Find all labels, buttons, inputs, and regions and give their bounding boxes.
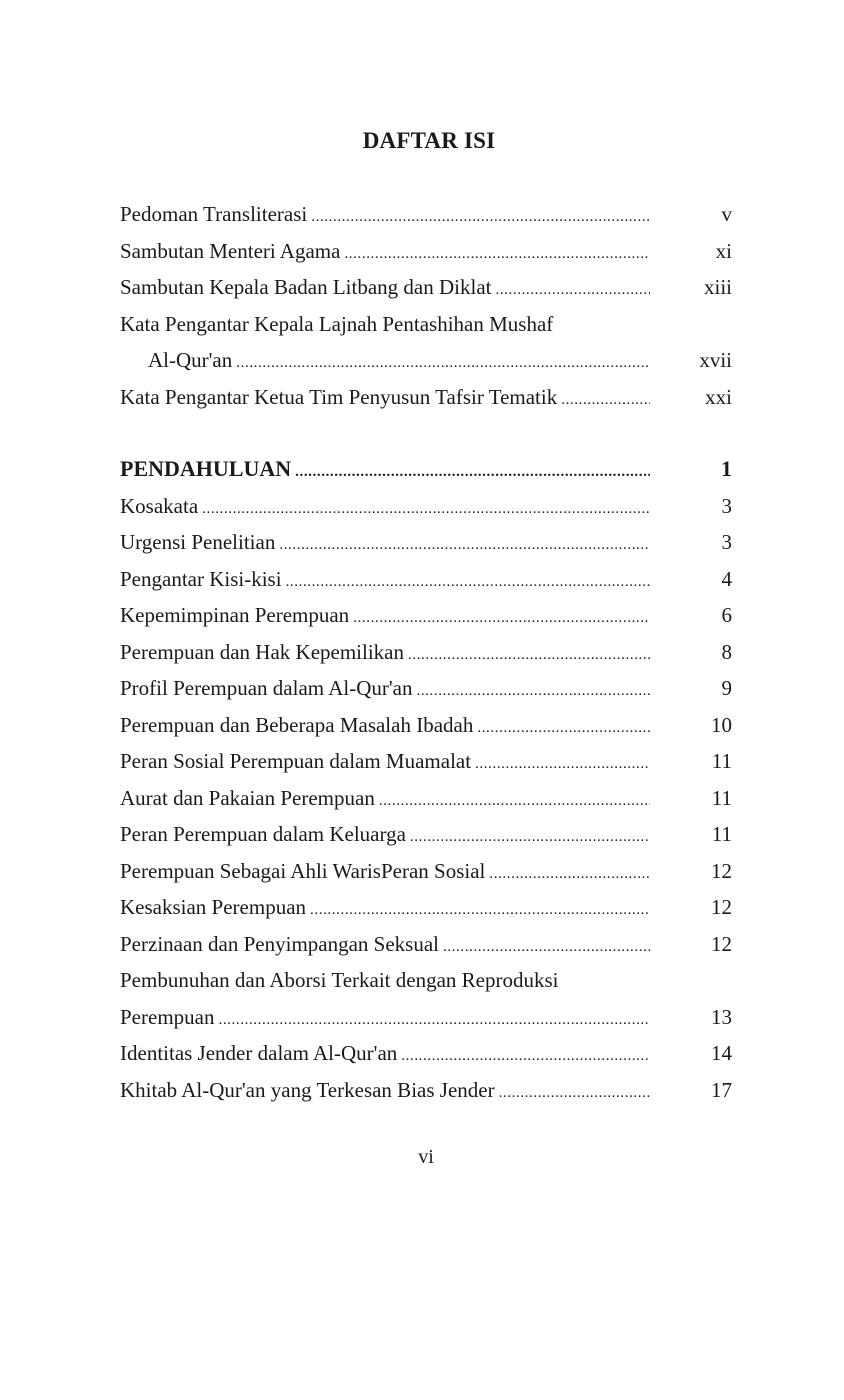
toc-entry[interactable] [120,233,732,270]
toc-entry[interactable] [120,670,732,707]
toc-entry[interactable] [120,853,732,890]
leader-dots [202,488,650,528]
leader-dots [344,233,650,273]
toc-entry-page: 8 [721,639,732,664]
toc-entry-page: 11 [711,785,732,810]
leader-dots [477,707,650,747]
toc-entry-page: 12 [711,931,732,956]
toc-entry[interactable] [120,524,732,561]
toc-entry-label: Pembunuhan dan Aborsi Terkait dengan Reproduksi [120,968,559,992]
toc-entry-label: Pedoman Transliterasi [120,202,308,226]
toc-entry-label: Perzinaan dan Penyimpangan Seksual [120,931,439,956]
toc-entry-line1[interactable] [120,962,732,999]
toc-entry[interactable] [120,196,732,233]
toc-entry-page: xxi [705,384,732,409]
toc-entry[interactable] [120,889,732,926]
toc-entry-page: 11 [711,822,732,846]
toc-entry-page: 9 [721,676,732,700]
leader-dots [475,743,650,783]
toc-entry-page: 6 [721,603,732,627]
toc-entry-page: 12 [711,895,732,919]
toc-entry[interactable] [120,707,732,744]
toc-entry-page: 12 [711,858,732,883]
toc-entry-label: Kata Pengantar Kepala Lajnah Pentashihan Mushaf [120,311,554,336]
toc-entry-label: Profil Perempuan dalam Al-Qur'an [120,676,413,700]
toc-entry-label: Al-Qur'an [148,348,233,372]
leader-dots [401,1035,650,1075]
leader-dots [416,670,650,710]
toc-entry-label: Sambutan Kepala Badan Litbang dan Diklat [120,275,492,299]
toc-entry[interactable] [120,634,732,671]
section-page: 1 [721,456,732,481]
table-of-contents [120,196,732,1108]
toc-entry-page: 3 [721,493,732,518]
toc-entry-label: Sambutan Menteri Agama [120,238,341,263]
toc-entry-label: Aurat dan Pakaian Perempuan [120,785,375,810]
leader-dots [561,379,650,419]
page-title: DAFTAR ISI [362,128,496,153]
toc-entry-label: Pengantar Kisi-kisi [120,566,282,591]
page-number: vi [418,1146,434,1168]
toc-entry-label: Khitab Al-Qur'an yang Terkesan Bias Jender [120,1077,495,1102]
toc-entry-page: xi [715,238,732,263]
toc-entry[interactable] [120,561,732,598]
leader-dots [310,889,650,929]
toc-entry[interactable] [120,780,732,817]
toc-entry-page: v [721,202,732,226]
leader-dots [489,853,650,893]
leader-dots [408,634,650,674]
toc-entry-line2[interactable] [120,999,732,1036]
leader-dots [236,342,650,382]
toc-section-heading[interactable] [120,451,732,488]
toc-entry-label: Identitas Jender dalam Al-Qur'an [120,1041,398,1065]
toc-entry-line2[interactable] [120,342,732,379]
toc-entry[interactable] [120,1072,732,1109]
toc-entry-label: Perempuan Sebagai Ahli WarisPeran Sosial [120,858,486,883]
toc-entry-page: 3 [721,530,732,554]
leader-dots [379,780,650,820]
toc-entry-page: 10 [711,712,732,737]
toc-entry[interactable] [120,597,732,634]
toc-entry[interactable] [120,379,732,416]
toc-entry-label: Peran Sosial Perempuan dalam Muamalat [120,749,472,773]
toc-entry-label: Perempuan dan Beberapa Masalah Ibadah [120,712,474,737]
toc-entry-page: xvii [699,348,732,372]
leader-dots [295,451,650,491]
toc-entry[interactable] [120,1035,732,1072]
toc-entry-label: Perempuan [120,1004,215,1029]
toc-entry[interactable] [120,816,732,853]
leader-dots [218,999,650,1039]
toc-entry-page: 4 [721,566,732,591]
leader-dots [353,597,650,637]
toc-entry-line1[interactable] [120,306,732,343]
toc-entry-page: xiii [703,275,732,299]
toc-entry[interactable] [120,269,732,306]
leader-dots [279,524,650,564]
leader-dots [443,926,650,966]
toc-entry[interactable] [120,926,732,963]
toc-entry-label: Kesaksian Perempuan [120,895,307,919]
toc-entry-label: Kosakata [120,493,199,518]
leader-dots [499,1072,650,1112]
leader-dots [311,196,650,236]
spacer [120,415,732,451]
toc-entry-label: Kata Pengantar Ketua Tim Penyusun Tafsir Tematik [120,384,558,409]
section-label: PENDAHULUAN [120,456,292,481]
leader-dots [286,561,650,601]
toc-entry-page: 11 [711,749,732,773]
toc-entry-page: 17 [711,1077,732,1102]
toc-entry-label: Peran Perempuan dalam Keluarga [120,822,406,846]
toc-entry-label: Urgensi Penelitian [120,530,276,554]
leader-dots [495,269,650,309]
toc-entry[interactable] [120,743,732,780]
toc-entry[interactable] [120,488,732,525]
toc-entry-label: Perempuan dan Hak Kepemilikan [120,639,404,664]
leader-dots [410,816,650,856]
toc-entry-page: 14 [711,1041,732,1065]
toc-entry-page: 13 [711,1004,732,1029]
toc-entry-label: Kepemimpinan Perempuan [120,603,350,627]
